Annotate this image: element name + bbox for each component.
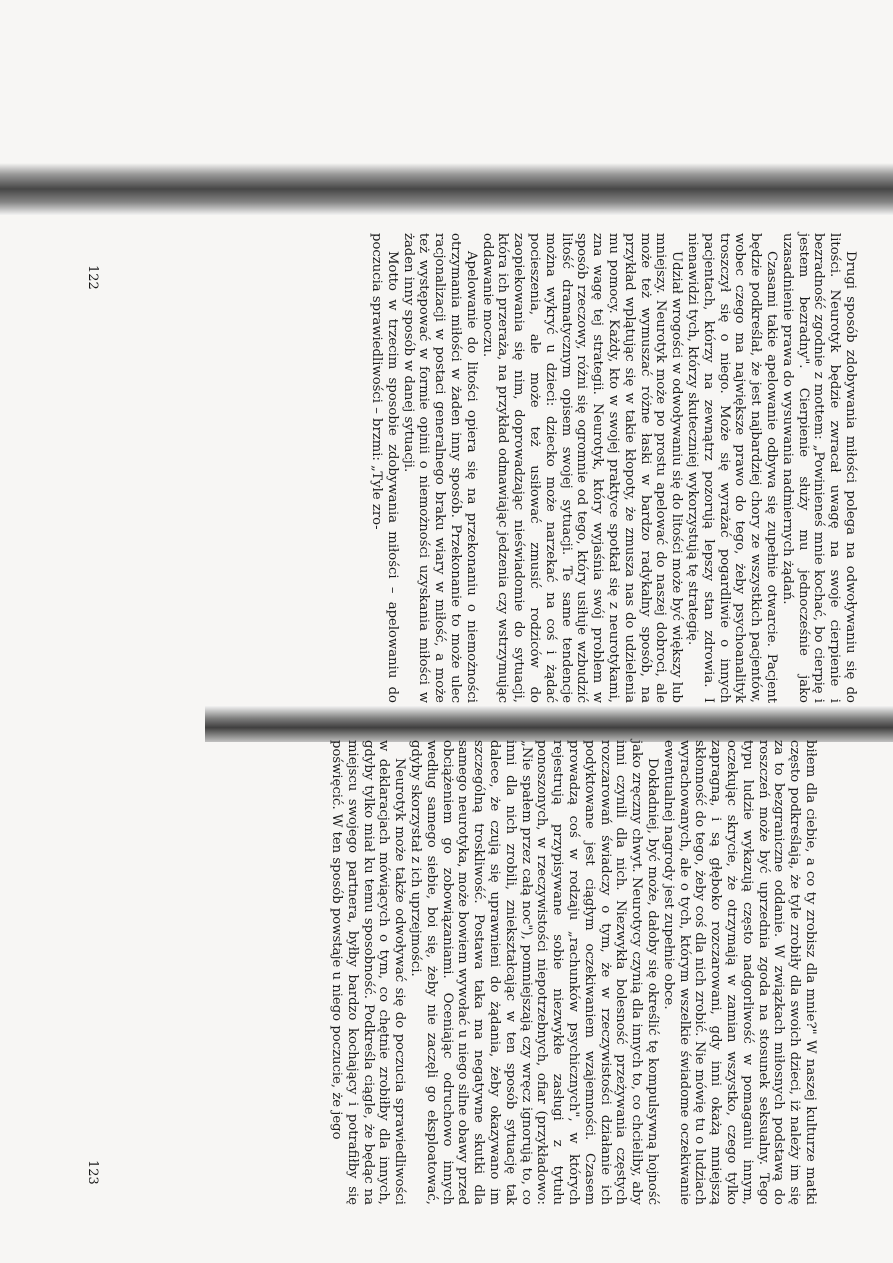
paragraph: Motto w trzecim sposobie zdobywania miłości – apelowaniu do poczucia sprawiedliwości – brzmi: „Tyle zro- xyxy=(369,233,400,703)
left-page-gutter-shadow xyxy=(0,163,893,215)
paragraph: biłem dla ciebie, a co ty zrobisz dla mnie?" W naszej kulturze matki często podkreślają, że tyle zrobiły dla swoich dzieci, iż należy im się za to bezgraniczne oddanie. W związkach miłosnych podstawą do roszczeń może być uprzednia zgoda na stosunek seksualny. Tego typu ludzie wykazują często nadgorliwość w pomaganiu innym, oczekując skrycie, że otrzymają w zamian wszystko, czego tylko zapragną, i są głęboko rozczarowani, gdy inni okażą mniejszą skłonność do tego, żeby coś dla nich zrobić. Nie mówię tu o ludziach wyrachowanych, ale o tych, którym wszelkie świadome oczekiwanie ewentualnej nagrody jest zupełnie obce. xyxy=(660,740,818,1205)
right-page-gutter-shadow xyxy=(205,706,893,742)
paragraph: Dokładniej, być może, dałoby się określić tę kompulsywną hojność jako zręczny chwyt. Neurotycy czynią dla innych to, co chcieliby, aby inni czynili dla nich. Niezwykła bolesność przeżywania częstych rozczarowań świadczy o tym, że w rzeczywistości działanie ich podyktowane jest ciągłym oczekiwaniem wzajemności. Czasem prowadzą coś w rodzaju „rachunków psychicznych", w których rejestrują przypisywane sobie niezwykłe zasługi z tytułu ponoszonych, w rzeczywistości niepotrzebnych, ofiar (przykładowo: „Nie spałem przez całą noc"), pomniejszają czy wręcz ignorują to, co inni dla nich zrobili, zniekształcając w ten sposób sytuację tak dalece, że czują się uprawnieni do żądania, żeby okazywano im szczególną troskliwość. Postawa taka ma negatywne skutki dla samego neurotyka, może bowiem wywołać u niego silne obawy przed obciążeniem go zobowiązaniami. Oceniając odruchowo innych według samego siebie, boi się, żeby nie zaczęli go eksploatować, gdyby skorzystał z ich uprzejmości. xyxy=(408,740,661,1205)
page-number-right: 123 xyxy=(85,1160,100,1185)
paragraph: Udział wrogości w odwoływaniu się do litości może być większy lub mniejszy. Neurotyk może po prostu apelować do naszej dobroci, ale może też wymuszać różne łaski w bardzo radykalny sposób, na przykład wplątując się w takie kłopoty, że zmusza nas do udzielenia mu pomocy. Każdy, kto w swojej praktyce spotkał się z neurotykami, zna wagę tej strategii. Neurotyk, który wyjaśnia swój problem w sposób rzeczowy, różni się ogromnie od tego, który usiłuje wzbudzić litość dramatycznym opisem swojej sytuacji. Te same tendencje można wykryć u dzieci: dziecko może narzekać na coś i żądać pocieszenia, ale może też usiłować zmusić rodziców do zaopiekowania się nim, doprowadzając nieświadomie do sytuacji, która ich przeraża, na przykład odmawiając jedzenia czy wstrzymując oddawanie moczu. xyxy=(479,233,685,703)
right-page-text xyxy=(128,740,818,1205)
paragraph: Neurotyk może także odwoływać się do poczucia sprawiedliwości w deklaracjach mówiących o tym, co chętnie zrobiłby dla innych, gdyby tylko miał ku temu sposobność. Podkreśla ciągle, że będąc na miejscu swojego partnera, byłby bardzo kochający i potrafiłby się poświęcić. W ten sposób powstaje u niego poczucie, że jego xyxy=(329,740,408,1205)
paragraph: Czasami takie apelowanie odbywa się zupełnie otwarcie. Pacjent będzie podkreślał, że jest najbardziej chory ze wszystkich pacjentów, wobec czego ma największe prawo do tego, żeby psychoanalityk troszczył się o niego. Może się wyrażać pogardliwie o innych pacjentach, którzy na zewnątrz pozorują lepszy stan zdrowia. I nienawidzi tych, którzy skuteczniej wykorzystują tę strategię. xyxy=(685,233,780,703)
paragraph: Drugi sposób zdobywania miłości polega na odwoływaniu się do litości. Neurotyk będzie zwracał uwagę na swoje cierpienie i bezradność zgodnie z mottem: „Powinieneś mnie kochać, bo cierpię i jestem bezradny". Cierpienie służy mu jednocześnie jako uzasadnienie prawa do wysuwania nadmiernych żądań. xyxy=(779,233,858,703)
left-page-text xyxy=(118,233,858,703)
page-number-left: 122 xyxy=(85,265,100,290)
paragraph: Apelowanie do litości opiera się na przekonaniu o niemożności otrzymania miłości w żaden inny sposób. Przekonanie to może ulec racjonalizacji w postaci generalnego braku wiary w miłość, a może też występować w formie opinii o niemożności uzyskania miłości w żaden inny sposób w danej sytuacji. xyxy=(400,233,479,703)
